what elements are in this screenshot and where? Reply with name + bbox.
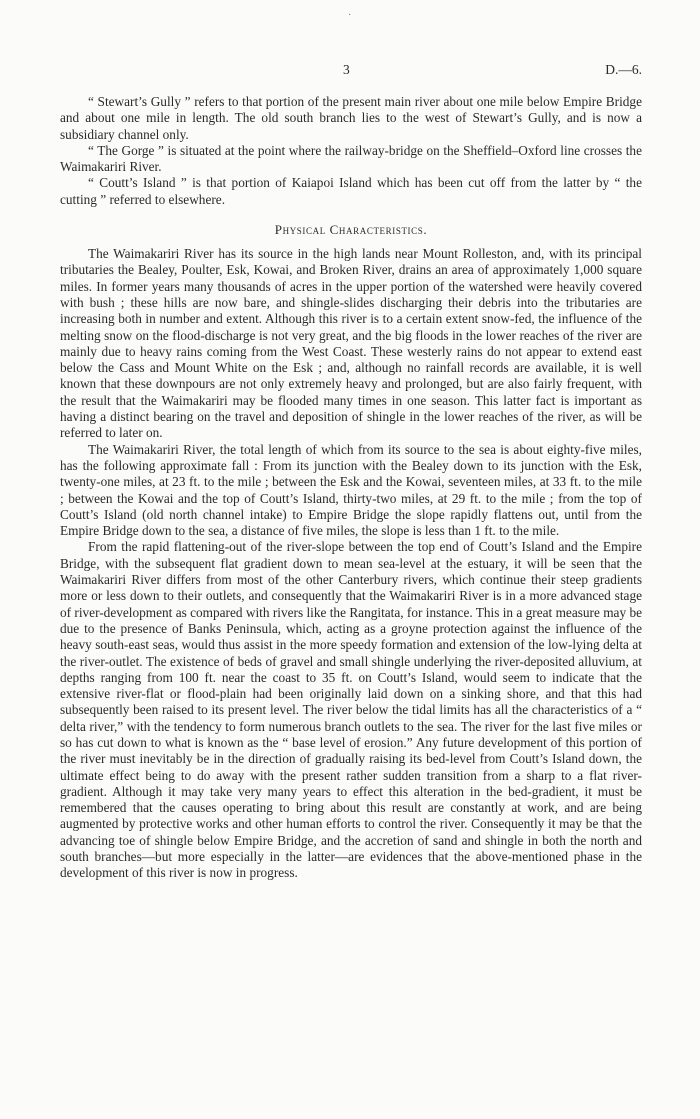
definitions <box>60 94 642 208</box>
definition-coutts-island: “ Coutt’s Island ” is that portion of Kaiapoi Island which has been cut off from the latter by “ the cutting ” referred to elsewhere. <box>60 175 642 207</box>
paragraph: The Waimakariri River, the total length of which from its source to the sea is about eighty-five miles, has the following approximate fall : From its junction with the Bealey down to its junction with the Esk, twenty-one miles, at 23 ft. to the mile ; between the Esk and the Kowai, seventeen miles, at 33 ft. to the mile ; between the Kowai and the top of Coutt’s Island, thirty-two miles, at 29 ft. to the mile ; from the top of Coutt’s Island (old north channel intake) to Empire Bridge the slope rapidly flattens out, until from the Empire Bridge down to the sea, a distance of five miles, the slope is less than 1 ft. to the mile. <box>60 441 642 539</box>
page-number: 3 <box>343 62 350 77</box>
document-reference: D.—6. <box>605 62 642 77</box>
paragraph: The Waimakariri River has its source in the high lands near Mount Rolleston, and, with its principal tributaries the Bealey, Poulter, Esk, Kowai, and Broken River, drains an area of approximately 1,000 square miles. In former years many thousands of acres in the upper portion of the watershed were heavily covered with bush ; these hills are now bare, and shingle-slides discharging their debris into the tributaries are increasing both in number and extent. Although this river is to a certain extent snow-fed, the influence of the melting snow on the flood-discharge is not very great, and the big floods in the lower reaches of the river are mainly due to heavy rains coming from the West Coast. These westerly rains do not appear to extend east below the Cass and Mount White on the Esk ; and, although no rainfall records are available, it is well known that these downpours are not only extremely heavy and prolonged, but are also fairly frequent, with the result that the Waimakariri may be flooded many times in one season. This latter fact is important as having a distinct bearing on the travel and deposition of shingle in the lower reaches of the river, as will be referred to later on. <box>60 246 642 441</box>
definition-stewarts-gully: “ Stewart’s Gully ” refers to that portion of the present main river about one mile below Empire Bridge and about one mile in length. The old south branch lies to the west of Stewart’s Gully, and is now a subsidiary channel only. <box>60 94 642 142</box>
section-heading: Physical Characteristics. <box>274 222 428 238</box>
paragraph: From the rapid flattening-out of the river-slope between the top end of Coutt’s Island and the Empire Bridge, with the subsequent flat gradient down to mean sea-level at the estuary, it will be seen that the Waimakariri River differs from most of the other Canterbury rivers, which continue their steep gradients more or less down to their outlets, and consequently that the Waimakariri River is in a more advanced stage of river-development as compared with rivers like the Rangitata, for instance. This in a great measure may be due to the presence of Banks Peninsula, which, acting as a groyne protection against the influence of the heavy south-east seas, would thus assist in the more speedy formation and extension of the low-lying delta at the river-outlet. The existence of beds of gravel and small shingle underlying the river-deposited alluvium, at depths ranging from 100 ft. near the coast to 35 ft. on Coutt’s Island, would seem to indicate that the extensive river-flat or flood-plain had been originally laid down on a sinking shore, and that this had subsequently been raised to its present level. The river below the tidal limits has all the characteristics of a “ delta river,” with the tendency to form numerous branch outlets to the sea. The river for the last five miles or so has cut down to what is known as the “ base level of erosion.” Any future development of this portion of the river must inevitably be in the direction of gradually raising its bed-level from Coutt’s Island down, the ultimate effect being to do away with the present rather sudden transition from a sharp to a flat river-gradient. Although it may take very many years to effect this alteration in the bed-gradient, it must be remembered that the causes operating to bring about this result are constantly at work, and are being augmented by protective works and other human efforts to control the river. Consequently it may be that the advancing toe of shingle below Empire Bridge, and the accretion of sand and shingle in both the north and south branches—but more especially in the latter—are evidences that the above-mentioned phase in the development of this river is now in progress. <box>60 539 642 881</box>
body-text <box>60 246 642 882</box>
scan-mark: · <box>348 10 352 21</box>
page-header <box>60 62 642 82</box>
definition-the-gorge: “ The Gorge ” is situated at the point where the railway-bridge on the Sheffield–Oxford line crosses the Waimakariri River. <box>60 142 642 175</box>
document-page <box>60 62 642 882</box>
